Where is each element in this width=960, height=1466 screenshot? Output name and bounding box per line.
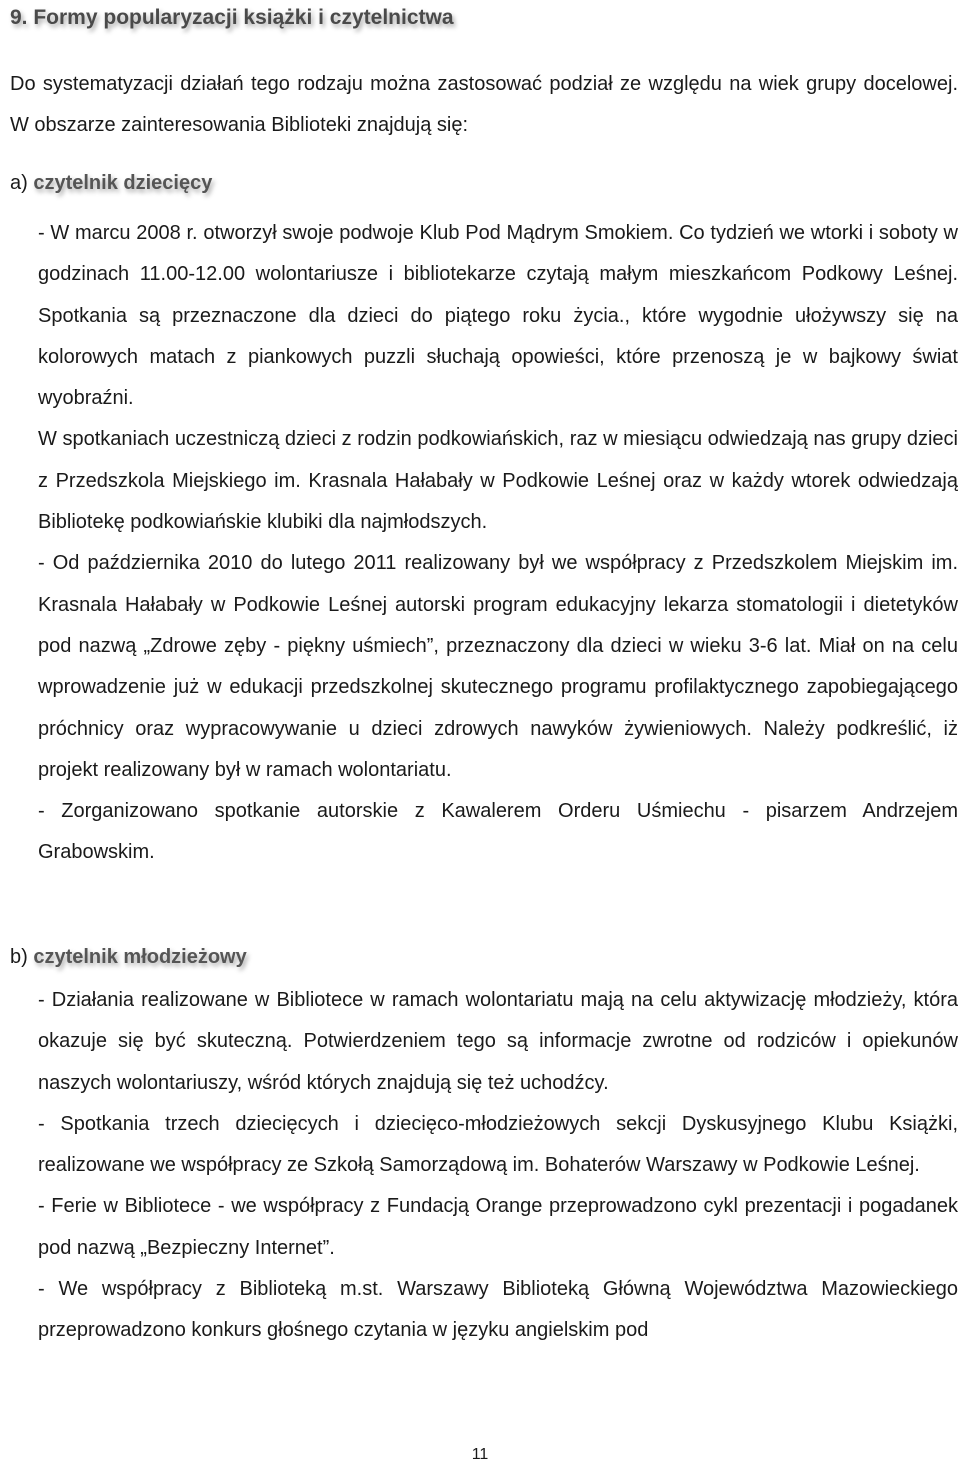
subsection-a-heading	[10, 172, 212, 195]
paragraph-b1: - Działania realizowane w Bibliotece w ramach wolontariatu mają na celu aktywizację młodzieży, która okazuje się być skuteczną. Potwierdzeniem tego są informacje zwrotne od rodziców i opiekunów naszych wolontariuszy, wśród których znajdują się też uchodźcy.	[38, 989, 958, 1094]
paragraph-a1: - W marcu 2008 r. otworzył swoje podwoje Klub Pod Mądrym Smokiem. Co tydzień we wtorki i soboty w godzinach 11.00-12.00 wolontariusze i bibliotekarze czytają małym mieszkańcom Podkowy Leśnej. Spotkania są przeznaczone dla dzieci do piątego roku życia., które wygodnie ułożywszy się na kolorowych matach z piankowych puzzli słuchają opowieści, które przenoszą je w bajkowy świat wyobraźni.	[38, 222, 958, 410]
page-number: 11	[471, 1446, 489, 1463]
subsection-a-prefix: a)	[10, 172, 34, 194]
paragraph-b3: - Ferie w Bibliotece - we współpracy z Fundacją Orange przeprowadzono cykl prezentacji i pogadanek pod nazwą „Bezpieczny Internet”.	[38, 1195, 958, 1259]
subsection-b-prefix: b)	[10, 946, 34, 968]
paragraph-a3: - Od października 2010 do lutego 2011 realizowany był we współpracy z Przedszkolem Miejskim im. Krasnala Hałabały w Podkowie Leśnej autorski program edukacyjny lekarza stomatologii i dietetyków pod nazwą „Zdrowe zęby - piękny uśmiech”, przeznaczony dla dzieci w wieku 3-6 lat. Miał on na celu wprowadzenie już w edukacji przedszkolnej skutecznego programu profilaktycznego zapobiegającego próchnicy oraz wypracowywanie u dzieci zdrowych nawyków żywieniowych. Należy podkreślić, iż projekt realizowany był w ramach wolontariatu.	[38, 552, 958, 781]
paragraph-a2: W spotkaniach uczestniczą dzieci z rodzin podkowiańskich, raz w miesiącu odwiedzają nas grupy dzieci z Przedszkola Miejskiego im. Krasnala Hałabały w Podkowie Leśnej oraz w każdy wtorek odwiedzają Bibliotekę podkowiańskie klubiki dla najmłodszych.	[38, 428, 958, 534]
subsection-b-title: czytelnik młodzieżowy	[33, 946, 247, 968]
section-heading: 9. Formy popularyzacji książki i czytelnictwa	[10, 6, 454, 29]
paragraph-b4: - We współpracy z Biblioteką m.st. Warszawy Biblioteką Główną Województwa Mazowieckiego przeprowadzono konkurs głośnego czytania w języku angielskim pod	[38, 1278, 958, 1342]
subsection-b-body	[38, 980, 958, 1352]
intro-paragraph: Do systematyzacji działań tego rodzaju można zastosować podział ze względu na wiek grupy docelowej. W obszarze zainteresowania Biblioteki znajdują się:	[10, 73, 958, 136]
paragraph-b2: - Spotkania trzech dziecięcych i dziecięco-młodzieżowych sekcji Dyskusyjnego Klubu Książki, realizowane we współpracy ze Szkołą Samorządową im. Bohaterów Warszawy w Podkowie Leśnej.	[38, 1112, 958, 1177]
subsection-b-heading	[10, 946, 247, 969]
subsection-a-body	[38, 213, 958, 874]
subsection-a-title: czytelnik dziecięcy	[33, 172, 213, 194]
paragraph-a4: - Zorganizowano spotkanie autorskie z Kawalerem Orderu Uśmiechu - pisarzem Andrzejem Grabowskim.	[38, 800, 958, 864]
